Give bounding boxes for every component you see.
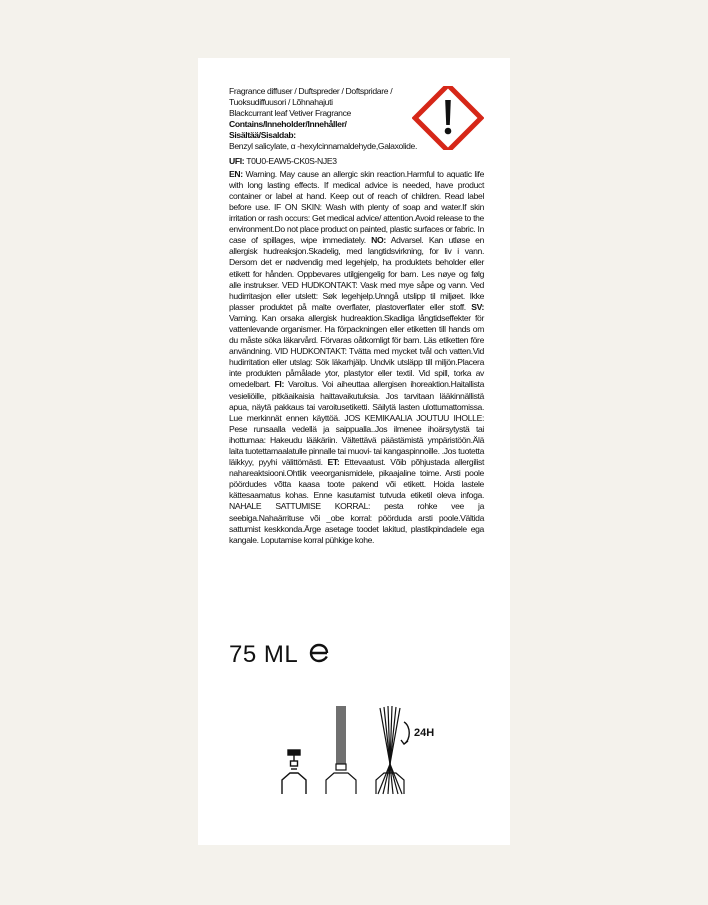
estimated-sign-icon bbox=[308, 643, 330, 663]
product-label bbox=[198, 58, 510, 845]
warning-et: Ettevaatust. Võib põhjustada allergilist nahareaktsiooni.Ohtlik veeorganismidele, pikaajaline toime. Arsti poole pöördudes võtta kaasa toote pakend või etikett. Hoida lastele kättesaamatus kohas. Enne kasutamist tutvuda etiketil oleva infoga. NAHALE SATTUMISE KORRAL: pesta rohke vee ja seebiga.Nahaärrituse või _obe korral: pöörduda arsti poole.Vältida sattumist keskkonda.Ärge asetage toodet lakitud, plastikpindadele ega kangale. Loputamise korral pühkige kohe. bbox=[229, 457, 484, 545]
language-code-no: NO: bbox=[371, 235, 386, 246]
rotate-arrow-icon bbox=[401, 722, 409, 744]
ufi-value: T0U0-EAW5-CK0S-NJE3 bbox=[246, 155, 337, 166]
warning-sv: Varning. Kan orsaka allergisk hudreaktion.Skadliga långtidseffekter för vattenlevande organismer. Ha förpackningen eller etiketten till hands om du måste söka läkarvård. Förvaras oåtkomligt för barn. Läs etiketten före användning. VID HUDKONTAKT: Tvätta med mycket tvål och vatten.Vid hudirritation eller utslag: Sök läkarhjälp. Undvik utsläpp till miljön.Placera inte produkten påmålade ytor, plastytor eller textil. Vid spill, torka av omedelbart. bbox=[229, 312, 484, 390]
volume-value: 75 ML bbox=[229, 641, 298, 668]
bottle-cap-icon bbox=[282, 750, 306, 794]
warning-text bbox=[229, 169, 484, 546]
bottle-reeds-spread-icon bbox=[376, 706, 404, 794]
warning-en: Warning. May cause an allergic skin reaction.Harmful to aquatic life with long lasting effects. If medical advice is needed, have product container or label at hand. Keep out of reach of children. Read label before use. IF ON SKIN: Wash with plenty of soap and water.If skin irritation or rash occurs: Get medical advice/ attention.Avoid release to the environment.Do not place product on painted, plastic surfaces or fabric. In case of spillages, wipe immediately. bbox=[229, 168, 484, 246]
time-label: 24H bbox=[414, 727, 435, 739]
product-name bbox=[229, 86, 417, 153]
contains-heading: Contains/Inneholder/Innehåller/ bbox=[229, 119, 347, 130]
ingredients: Benzyl salicylate, α -hexylcinnamaldehyde,Galaxolide. bbox=[229, 141, 417, 152]
product-name-line: Tuoksudiffuusori / Lõhnahajuti bbox=[229, 97, 333, 108]
language-code-fi: FI: bbox=[274, 379, 284, 390]
product-name-line: Fragrance diffuser / Duftspreder / Doftspridare / bbox=[229, 86, 393, 96]
language-code-et: ET: bbox=[327, 457, 340, 468]
label-text bbox=[229, 86, 484, 546]
ufi-code bbox=[229, 156, 484, 167]
language-code-en: EN: bbox=[229, 168, 243, 179]
warning-fi: Varoitus. Voi aiheuttaa allergisen ihoreaktion.Haitallista vesieliöille, pitkäaikaisia haittavaikutuksia. Jos tarvitaan lääkinnällistä apua, näytä pakkaus tai varoitusetiketti. Säilytä lasten ulottumattomissa. Lue merkinnät ennen käyttöä. JOS KEMIKAALIA JOUTUU IHOLLE: Pese runsaalla vedellä ja saippualla..Jos ilmenee ihoärsytystä tai ihottumaa: Hakeudu lääkäriin. Vältettävä päästämistä ympäristöön.Älä laita tuotettamaalatulle pinnalle tai muovi- tai kangaspinnoille. .Jos tuotetta läikkyy, pyyhi välittömästi. bbox=[229, 379, 484, 468]
hazard-exclamation-icon bbox=[412, 86, 484, 150]
bottle-reeds-icon bbox=[326, 706, 356, 794]
ufi-label: UFI: bbox=[229, 155, 245, 166]
fragrance-name: Blackcurrant leaf Vetiver Fragrance bbox=[229, 108, 351, 119]
language-code-sv: SV: bbox=[471, 301, 485, 312]
warning-no: Advarsel. Kan utløse en allergisk hudreaksjon.Skadelig, med langtidsvirkning, for liv i vann. Dersom det er nødvendig med legehjelp, ha produktets beholder eller etikett for hånden. Oppbevares utilgjengelig for barn. Les nøye og følg alle instrukser. VED HUDKONTAKT: Vask med mye såpe og vann. Ved hudirritasjon eller utslett: Søk legehjelp.Unngå utslipp til miljøet. Ikke plasser produktet på malte overflater, plastoverflater eller stoff. bbox=[229, 235, 485, 312]
volume-label bbox=[229, 641, 330, 669]
usage-instructions bbox=[280, 706, 440, 796]
contains-heading: Sisältää/Sisaldab: bbox=[229, 130, 296, 141]
